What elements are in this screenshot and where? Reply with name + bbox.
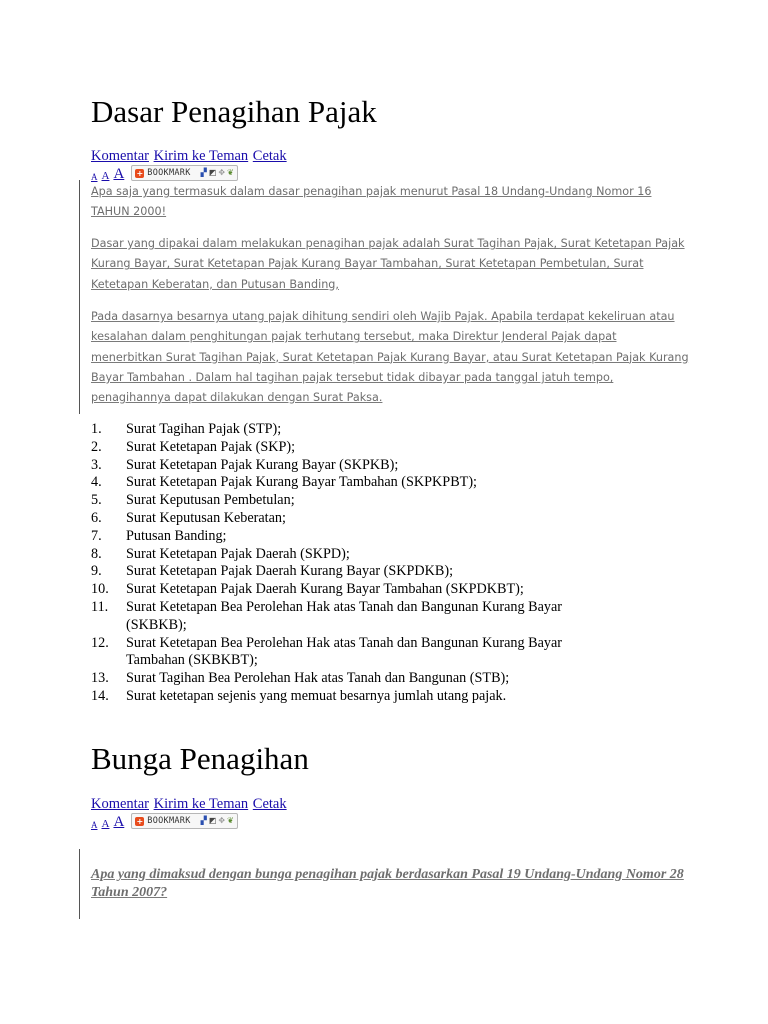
kirim-ke-teman-link[interactable]: Kirim ke Teman (153, 148, 249, 164)
add-icon: + (136, 816, 144, 826)
digg-icon: ✥ (218, 816, 226, 825)
font-size-small-link[interactable]: A (91, 820, 98, 830)
article-links (91, 147, 288, 165)
leaf-icon: ❦ (227, 816, 234, 825)
bookmark-button[interactable] (131, 165, 237, 181)
dasar-penagihan-list (91, 421, 611, 706)
list-item: 1. Surat Tagihan Pajak (STP); (91, 421, 282, 437)
question-paragraph: Apa saja yang termasuk dalam dasar penagihan pajak menurut Pasal 18 Undang-Undang Nomor 16 TAHUN 2000! (91, 185, 652, 219)
cetak-link[interactable]: Cetak (252, 796, 287, 812)
blockquote-bar (79, 849, 80, 919)
page-title: Dasar Penagihan Pajak (91, 94, 377, 129)
list-item: 9. Surat Ketetapan Pajak Daerah Kurang Bayar (SKPDKB); (91, 563, 454, 580)
article-links (91, 795, 288, 813)
delicious-icon: ▞ (200, 816, 207, 825)
cetak-link[interactable]: Cetak (252, 148, 287, 164)
font-size-large-link[interactable]: A (113, 166, 125, 182)
answer-paragraph: Dasar yang dipakai dalam melakukan penagihan pajak adalah Surat Tagihan Pajak, Surat Ketetapan Pajak Kurang Bayar, Surat Ketetapan Pajak Kurang Bayar Tambahan, Surat Ketetapan Pembetulan, Surat Ketetapan Keberatan, dan Putusan Banding, (91, 237, 685, 291)
share-icon: ◩ (208, 168, 217, 177)
komentar-link[interactable]: Komentar (91, 796, 149, 812)
list-item: 4. Surat Ketetapan Pajak Kurang Bayar Tambahan (SKPKPBT); (91, 474, 477, 491)
list-item: 12. Surat Ketetapan Bea Perolehan Hak atas Tanah dan Bangunan Kurang Bayar Tambahan (SKBKBT); (91, 634, 563, 669)
bookmark-button[interactable] (131, 813, 237, 829)
leaf-icon: ❦ (227, 168, 234, 177)
list-item: 6. Surat Keputusan Keberatan; (91, 509, 286, 526)
list-item: 14. Surat ketetapan sejenis yang memuat besarnya jumlah utang pajak. (91, 687, 507, 704)
digg-icon: ✥ (218, 168, 226, 177)
kirim-ke-teman-link[interactable]: Kirim ke Teman (153, 796, 249, 812)
section-title: Bunga Penagihan (91, 741, 309, 776)
list-item: 3. Surat Ketetapan Pajak Kurang Bayar (SKPKB); (91, 456, 399, 473)
add-icon: + (136, 168, 144, 178)
blockquote-bar (79, 180, 80, 414)
bookmark-label: BOOKMARK (147, 816, 191, 826)
share-icon: ◩ (208, 816, 217, 825)
article-tools (91, 164, 238, 182)
question-paragraph: Apa yang dimaksud dengan bunga penagihan pajak berdasarkan Pasal 19 Undang-Undang Nomor 28 Tahun 2007? (91, 867, 684, 900)
font-size-medium-link[interactable]: A (101, 170, 110, 182)
list-item: 5. Surat Keputusan Pembetulan; (91, 492, 295, 509)
font-size-medium-link[interactable]: A (101, 818, 110, 830)
explanation-paragraph: Pada dasarnya besarnya utang pajak dihitung sendiri oleh Wajib Pajak. Apabila terdapat kekeliruan atau kesalahan dalam penghitungan pajak terhutang tersebut, maka Direktur Jenderal Pajak dapat menerbitkan Surat Tagihan Pajak, Surat Ketetapan Pajak Kurang Bayar, atau Surat Ketetapan Pajak Kurang Bayar Tambahan . Dalam hal tagihan pajak tersebut tidak dibayar pada tanggal jatuh tempo, penagihannya dapat dilakukan dengan Surat Paksa. (91, 310, 689, 405)
list-item: 8. Surat Ketetapan Pajak Daerah (SKPD); (91, 545, 350, 562)
list-item: 2. Surat Ketetapan Pajak (SKP); (91, 438, 296, 455)
list-item: 13. Surat Tagihan Bea Perolehan Hak atas Tanah dan Bangunan (STB); (91, 670, 510, 687)
article-tools (91, 812, 238, 830)
list-item: 7. Putusan Banding; (91, 527, 227, 544)
font-size-large-link[interactable]: A (113, 814, 125, 830)
font-size-small-link[interactable]: A (91, 172, 98, 182)
komentar-link[interactable]: Komentar (91, 148, 149, 164)
list-item: 10. Surat Ketetapan Pajak Daerah Kurang Bayar Tambahan (SKPDKBT); (91, 581, 524, 598)
list-item: 11. Surat Ketetapan Bea Perolehan Hak atas Tanah dan Bangunan Kurang Bayar (SKBKB); (91, 598, 563, 633)
bookmark-label: BOOKMARK (147, 168, 191, 178)
delicious-icon: ▞ (200, 168, 207, 177)
